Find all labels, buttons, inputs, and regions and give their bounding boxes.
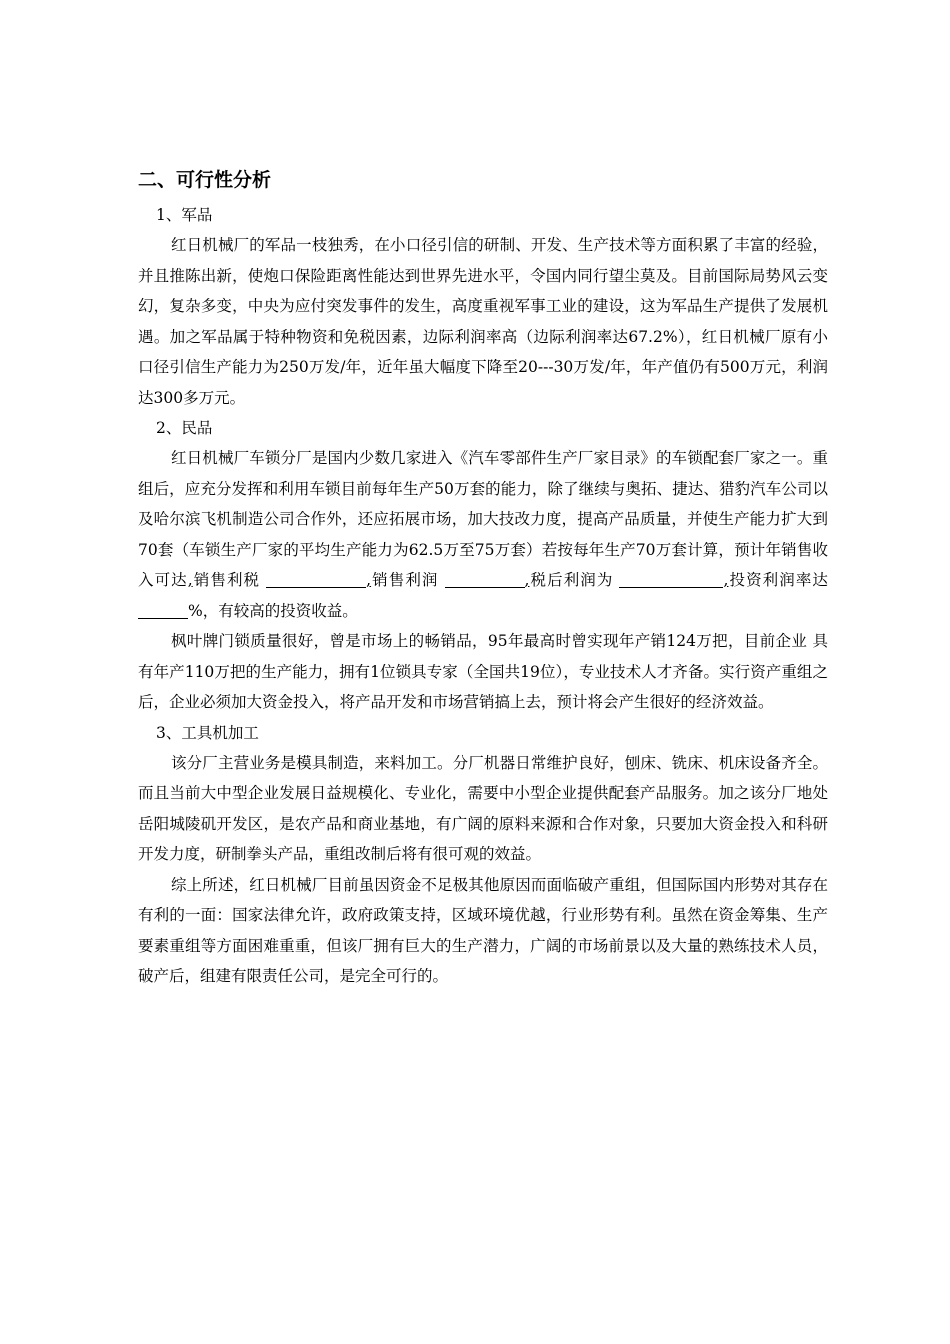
paragraph-tools: 该分厂主营业务是模具制造，来料加工。分厂机器日常维护良好，刨床、铣床、机床设备齐全。而且当前大中型企业发展日益规模化、专业化，需要中小型企业提供配套产品服务。加之该分厂地处岳阳城陵矶开发区，是农产品和商业基地，有广阔的原料来源和合作对象，只要加大资金投入和科研开发力度，研制拳头产品，重组改制后将有很可观的效益。 — [138, 753, 828, 863]
comma-mark: , — [524, 571, 530, 589]
subsection-title-military: 1、军品 — [156, 206, 213, 224]
subsection-title-civil: 2、民品 — [156, 419, 213, 437]
section-heading: 二、可行性分析 — [138, 169, 272, 191]
paragraph-conclusion: 综上所述，红日机械厂目前虽因资金不足极其他原因而面临破产重组，但国际国内形势对其存在有利的一面：国家法律允许，政府政策支持，区域环境优越，行业形势有利。虽然在资金筹集、生产要素重组等方面困难重重，但该厂拥有巨大的生产潜力，广阔的市场前景以及大量的熟练技术人员，破产后，组建有限责任公司，是完全可行的。 — [138, 875, 828, 985]
after-tax-profit-blank — [619, 569, 723, 588]
sales-tax-label: 销售利税 — [192, 571, 261, 589]
sales-profit-label: 销售利润 — [371, 571, 439, 589]
comma-mark: , — [187, 571, 193, 589]
paragraph-civil-door-locks: 枫叶牌门锁质量很好，曾是市场上的畅销品，95年最高时曾实现年产销124万把，目前企业 具有年产110万把的生产能力，拥有1位锁具专家（全国共19位），专业技术人才齐备。实行资产重组之后，企业必须加大资金投入，将产品开发和市场营销搞上去，预计将会产生很好的经济效益。 — [138, 632, 828, 711]
comma-mark: , — [366, 571, 372, 589]
roi-label: 投资利润率达 — [728, 571, 828, 589]
document-page — [138, 166, 828, 992]
car-lock-text: 红日机械厂车锁分厂是国内少数几家进入《汽车零部件生产厂家目录》的车锁配套厂家之一。重组后，应充分发挥和利用车锁目前每年生产50万套的能力，除了继续与奥拓、捷达、猎豹汽车公司以及哈尔滨飞机制造公司合作外，还应拓展市场，加大技改力度，提高产品质量，并使生产能力扩大到70套（车锁生产厂家的平均生产能力为62.5万至75万套）若按每年生产70万套计算，预计年销售收入可达 — [138, 449, 828, 589]
after-tax-profit-label: 税后利润为 — [529, 571, 614, 589]
paragraph-civil-car-locks — [138, 443, 828, 626]
subsection-title-tools: 3、工具机加工 — [156, 723, 259, 742]
roi-suffix: %，有较高的投资收益。 — [188, 601, 358, 620]
paragraph-military: 红日机械厂的军品一枝独秀，在小口径引信的研制、开发、生产技术等方面积累了丰富的经验，并且推陈出新，使炮口保险距离性能达到世界先进水平，令国内同行望尘莫及。目前国际局势风云变幻，复杂多变，中央为应付突发事件的发生，高度重视军事工业的建设，这为军品生产提供了发展机遇。加之军品属于特种物资和免税因素，边际利润率高（边际利润率达67.2%），红日机械厂原有小口径引信生产能力为250万发/年，近年虽大幅度下降至20---30万发/年，年产值仍有500万元，利润达300多万元。 — [138, 236, 828, 407]
sales-profit-blank — [445, 569, 525, 588]
comma-mark: , — [723, 571, 729, 589]
sales-tax-blank — [266, 569, 366, 588]
roi-blank — [138, 600, 188, 619]
